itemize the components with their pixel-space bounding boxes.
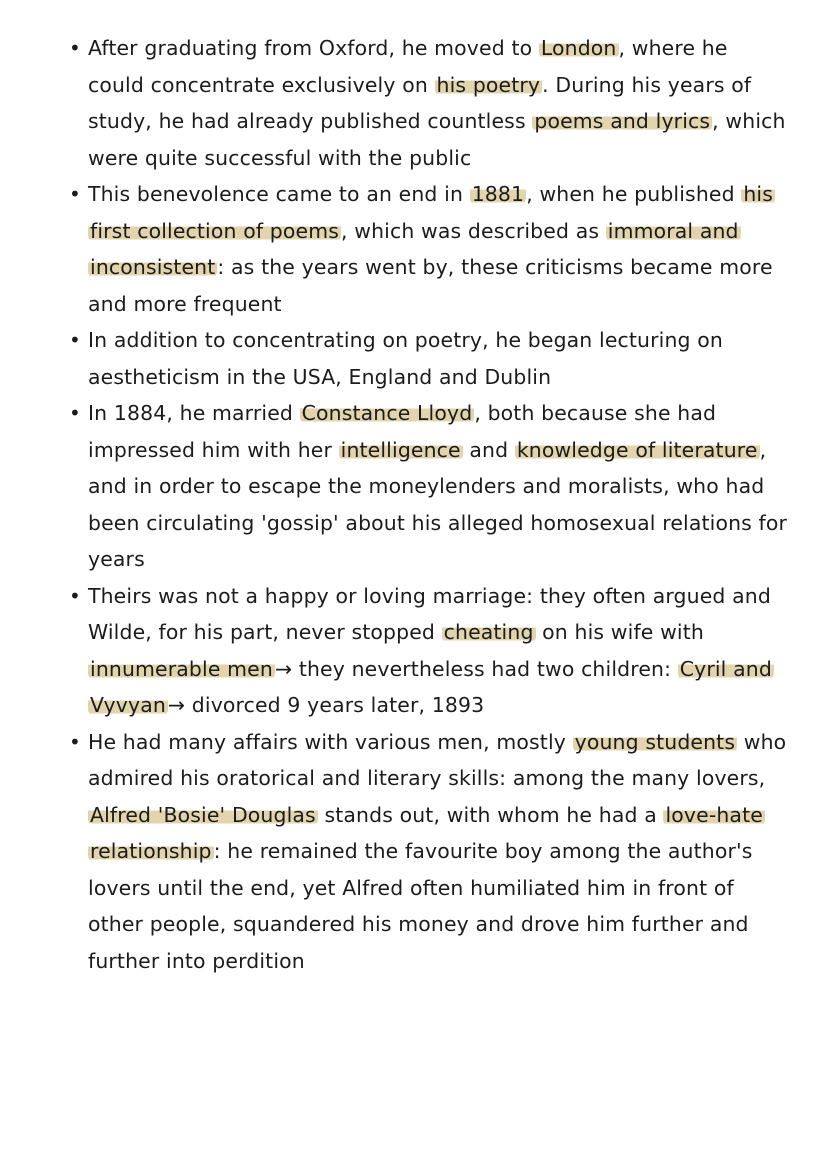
- bullet-dot-icon: •: [69, 182, 81, 206]
- text-segment: In 1884, he married: [88, 401, 300, 425]
- highlight-alfred-bosie-douglas: Alfred 'Bosie' Douglas: [90, 802, 316, 827]
- bullet-dot-icon: •: [69, 729, 81, 754]
- text-segment: This benevolence came to an end in: [88, 182, 470, 206]
- bullet-dot-icon: •: [69, 328, 81, 352]
- highlight-young-students: young students: [574, 729, 736, 754]
- text-segment: who admired his oratorical and literary skills: among the many lovers,: [88, 729, 787, 790]
- text-segment: Theirs was not a happy or loving marriage: they often argued and Wilde, for his part, never stopped: [88, 583, 771, 644]
- bullet-list: [0, 30, 828, 979]
- text-segment: , where he could concentrate exclusively on: [88, 36, 728, 97]
- highlight-love-hate-relationship: love-hate relationship: [90, 802, 763, 863]
- bullet-item-affairs: [0, 724, 828, 980]
- bullet-item-marriage: [0, 395, 828, 578]
- text-segment: on his wife with: [535, 620, 704, 644]
- text-segment: , which was described as: [340, 218, 606, 243]
- text-segment: , when he published: [526, 182, 742, 206]
- bullet-dot-icon: •: [69, 401, 81, 425]
- bullet-dot-icon: •: [69, 583, 81, 608]
- text-segment: , which were quite successful with the public: [88, 109, 786, 170]
- text-segment: stands out, with whom he had a: [317, 802, 664, 827]
- highlight-knowledge-of-literature: knowledge of literature: [516, 437, 758, 462]
- text-segment: : as the years went by, these criticisms became more and more frequent: [88, 255, 773, 316]
- notes-page: [0, 30, 828, 979]
- highlight-poems-and-lyrics: poems and lyrics: [534, 109, 711, 133]
- highlight-cyril-and-vyvyan: Cyril and Vyvyan: [90, 656, 772, 717]
- highlight-immoral-inconsistent: immoral and inconsistent: [90, 218, 739, 279]
- bullet-item-graduation: [0, 30, 828, 176]
- highlight-intelligence: intelligence: [340, 437, 461, 462]
- text-segment: , both because she had impressed him with her: [88, 401, 717, 462]
- text-segment: → divorced 9 years later, 1893: [167, 693, 485, 717]
- text-segment: . During his years of study, he had already published countless: [88, 72, 752, 133]
- highlight-london: London: [540, 36, 617, 60]
- text-segment: In addition to concentrating on poetry, he began lecturing on aestheticism in the USA, England and Dublin: [88, 328, 723, 389]
- highlight-innumerable-men: innumerable men: [90, 656, 273, 681]
- text-segment: After graduating from Oxford, he moved to: [88, 36, 539, 60]
- text-segment: → they nevertheless had two children:: [274, 656, 678, 681]
- highlight-1881: 1881: [471, 182, 525, 206]
- highlight-constance-lloyd: Constance Lloyd: [301, 401, 473, 425]
- text-segment: , and in order to escape the moneylenders and moralists, who had been circulating 'gossip' about his alleged homosexual relations for years: [88, 437, 788, 571]
- bullet-item-lecturing: [0, 322, 828, 395]
- bullet-item-benevolence: [0, 176, 828, 322]
- text-segment: He had many affairs with various men, mostly: [88, 729, 573, 754]
- bullet-dot-icon: •: [69, 36, 81, 60]
- highlight-his-poetry: his poetry: [436, 72, 541, 97]
- highlight-first-collection: his first collection of poems: [90, 182, 773, 243]
- text-segment: : he remained the favourite boy among the author's lovers until the end, yet Alfred often humiliated him in front of other people, squandered his money and drove him further and further into perdition: [88, 839, 753, 973]
- highlight-cheating: cheating: [443, 620, 534, 644]
- bullet-item-unhappy-marriage: [0, 578, 828, 724]
- text-segment: and: [462, 437, 515, 462]
